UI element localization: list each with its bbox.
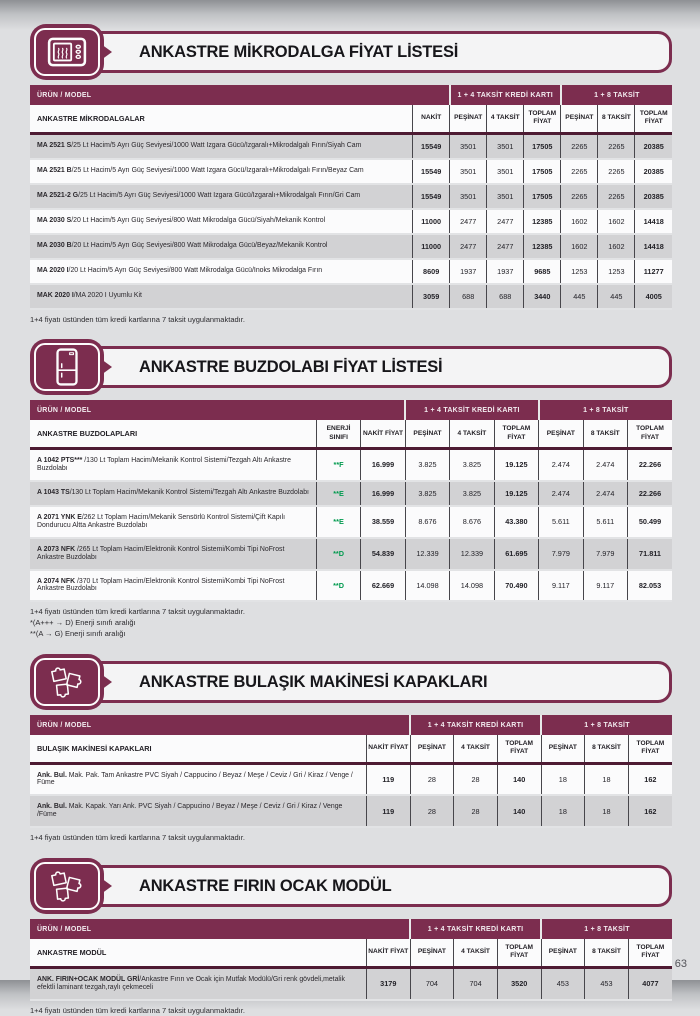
column-group-1-4-taksit: 1 + 4 TAKSİT KREDİ KARTI	[410, 715, 541, 735]
price-cell: 12385	[524, 209, 561, 234]
price-cell: 9.117	[583, 570, 627, 602]
column-header-cash: NAKİT FİYAT	[366, 735, 410, 763]
product-description: ANK. FIRIN+OCAK MODÜL GRİ/Ankastre Fırın ve Ocak için Mutfak Modülü/Gri renk gövdeli,metalik efektli laminant tezgah,raylı çekmeceli	[30, 967, 366, 999]
price-cell: 1602	[598, 209, 635, 234]
price-cell: 71.811	[628, 538, 672, 570]
column-header-cash: NAKİT FİYAT	[361, 420, 405, 448]
energy-class: **E	[316, 506, 360, 538]
section-title: ANKASTRE FIRIN OCAK MODÜL	[139, 876, 392, 896]
price-cell: 3.825	[450, 481, 494, 506]
price-cell: 15549	[413, 184, 450, 209]
section-title: ANKASTRE BUZDOLABI FİYAT LİSTESİ	[139, 357, 442, 377]
column-header-cash: NAKİT	[413, 105, 450, 133]
price-cell: 2265	[598, 133, 635, 159]
column-header: 8 TAKSİT	[583, 420, 627, 448]
price-cell: 3440	[524, 284, 561, 309]
price-cell: 20385	[635, 133, 672, 159]
price-cell: 2265	[561, 184, 598, 209]
price-cell: 3501	[487, 184, 524, 209]
price-cell: 140	[497, 763, 541, 795]
price-cell: 20385	[635, 184, 672, 209]
price-cell: 2.474	[583, 448, 627, 480]
section-banner	[30, 339, 672, 395]
price-cell: 16.999	[361, 481, 405, 506]
product-row	[30, 284, 672, 309]
product-row	[30, 184, 672, 209]
column-group-1-8-taksit: 1 + 8 TAKSİT	[541, 715, 672, 735]
footnote: 1+4 fiyatı üstünden tüm kredi kartlarına 7 taksit uygulanmaktadır.	[30, 833, 672, 844]
price-cell: 9685	[524, 259, 561, 284]
column-header: TOPLAM FİYAT	[635, 105, 672, 133]
column-header: TOPLAM FİYAT	[524, 105, 561, 133]
section-title: ANKASTRE BULAŞIK MAKİNESİ KAPAKLARI	[139, 672, 487, 692]
price-cell: 704	[454, 967, 498, 999]
price-cell: 28	[454, 763, 498, 795]
price-cell: 8.676	[405, 506, 449, 538]
column-header: TOPLAM FİYAT	[497, 939, 541, 967]
bulasik-kapaklari-price-table	[30, 715, 672, 828]
price-cell: 2265	[561, 159, 598, 184]
price-cell: 7.979	[583, 538, 627, 570]
section-footnotes	[30, 315, 672, 326]
price-cell: 1253	[561, 259, 598, 284]
price-cell: 162	[628, 763, 672, 795]
price-cell: 3179	[366, 967, 410, 999]
column-header: TOPLAM FİYAT	[628, 735, 672, 763]
price-cell: 453	[541, 967, 585, 999]
category-label: BULAŞIK MAKİNESİ KAPAKLARI	[30, 735, 366, 763]
section-buzdolabi	[30, 339, 672, 640]
footnote: 1+4 fiyatı üstünden tüm kredi kartlarına 7 taksit uygulanmaktadır.	[30, 607, 672, 618]
product-row	[30, 506, 672, 538]
price-cell: 5.611	[583, 506, 627, 538]
price-cell: 453	[585, 967, 629, 999]
price-cell: 14.098	[450, 570, 494, 602]
footnote: 1+4 fiyatı üstünden tüm kredi kartlarına 7 taksit uygulanmaktadır.	[30, 315, 672, 326]
price-cell: 28	[410, 763, 454, 795]
puzzle-pieces-icon	[30, 858, 104, 914]
footnote: *(A+++ → D) Enerji sınıfı aralığı	[30, 618, 672, 629]
price-cell: 43.380	[494, 506, 538, 538]
footnote: **(A → G) Enerji sınıfı aralığı	[30, 629, 672, 640]
puzzle-pieces-icon	[30, 654, 104, 710]
column-header-energy: ENERJİ SINIFI	[316, 420, 360, 448]
price-cell: 3520	[497, 967, 541, 999]
price-cell: 2477	[487, 234, 524, 259]
price-cell: 28	[454, 795, 498, 827]
product-row	[30, 159, 672, 184]
price-cell: 15549	[413, 133, 450, 159]
price-cell: 1937	[487, 259, 524, 284]
column-header: 4 TAKSİT	[454, 735, 498, 763]
price-cell: 38.559	[361, 506, 405, 538]
product-description: MA 2030 B/20 Lt Hacim/5 Ayrı Güç Seviyesi/800 Watt Mikrodalga Gücü/Beyaz/Mekanik Kontrol	[30, 234, 413, 259]
column-group-1-4-taksit: 1 + 4 TAKSİT KREDİ KARTI	[450, 85, 561, 105]
price-cell: 19.125	[494, 448, 538, 480]
section-firin-ocak-modul	[30, 858, 672, 1016]
product-row	[30, 570, 672, 602]
price-cell: 704	[410, 967, 454, 999]
price-cell: 3.825	[405, 448, 449, 480]
price-cell: 119	[366, 763, 410, 795]
column-header: PEŞİNAT	[410, 939, 454, 967]
column-header: PEŞİNAT	[541, 939, 585, 967]
price-cell: 3.825	[405, 481, 449, 506]
price-cell: 2.474	[539, 448, 583, 480]
product-description: A 2071 YNK E/262 Lt Toplam Hacim/Mekanik Sensörlü Kontrol Sistemi/Çift Kapılı Dondurucu Altta Ankastre Buzdolabı	[30, 506, 316, 538]
product-row	[30, 763, 672, 795]
price-cell: 12.339	[405, 538, 449, 570]
refrigerator-icon	[30, 339, 104, 395]
energy-class: **D	[316, 538, 360, 570]
column-group-1-8-taksit: 1 + 8 TAKSİT	[541, 919, 672, 939]
price-cell: 11277	[635, 259, 672, 284]
firin-ocak-price-table	[30, 919, 672, 1000]
price-cell: 14.098	[405, 570, 449, 602]
price-cell: 2477	[450, 209, 487, 234]
column-header: 8 TAKSİT	[598, 105, 635, 133]
column-header: PEŞİNAT	[405, 420, 449, 448]
price-cell: 3501	[450, 159, 487, 184]
section-footnotes	[30, 1006, 672, 1016]
price-cell: 12385	[524, 234, 561, 259]
price-cell: 62.669	[361, 570, 405, 602]
energy-class: **E	[316, 481, 360, 506]
section-banner	[30, 654, 672, 710]
column-group-urun-model: ÜRÜN / MODEL	[30, 715, 410, 735]
microwave-icon	[30, 24, 104, 80]
price-cell: 11000	[413, 234, 450, 259]
price-cell: 1602	[561, 209, 598, 234]
price-cell: 119	[366, 795, 410, 827]
product-row	[30, 967, 672, 999]
price-cell: 82.053	[628, 570, 672, 602]
price-cell: 688	[450, 284, 487, 309]
energy-class: **F	[316, 448, 360, 480]
column-header: 8 TAKSİT	[585, 735, 629, 763]
price-cell: 3501	[487, 159, 524, 184]
price-cell: 12.339	[450, 538, 494, 570]
price-cell: 70.490	[494, 570, 538, 602]
price-cell: 9.117	[539, 570, 583, 602]
buzdolabi-price-table	[30, 400, 672, 602]
product-row	[30, 481, 672, 506]
price-cell: 2265	[598, 159, 635, 184]
column-header: 8 TAKSİT	[585, 939, 629, 967]
column-group-urun-model: ÜRÜN / MODEL	[30, 85, 450, 105]
price-cell: 3059	[413, 284, 450, 309]
price-cell: 50.499	[628, 506, 672, 538]
footnote: 1+4 fiyatı üstünden tüm kredi kartlarına 7 taksit uygulanmaktadır.	[30, 1006, 672, 1016]
price-cell: 3501	[450, 184, 487, 209]
product-row	[30, 209, 672, 234]
price-cell: 18	[585, 763, 629, 795]
column-header: PEŞİNAT	[541, 735, 585, 763]
column-header: PEŞİNAT	[539, 420, 583, 448]
column-group-1-4-taksit: 1 + 4 TAKSİT KREDİ KARTI	[405, 400, 538, 420]
product-description: MA 2020 I/20 Lt Hacim/5 Ayrı Güç Seviyesi/800 Watt Mikrodalga Gücü/Inoks Mikrodalga Fırın	[30, 259, 413, 284]
energy-class: **D	[316, 570, 360, 602]
price-cell: 17505	[524, 159, 561, 184]
price-cell: 22.266	[628, 448, 672, 480]
price-cell: 445	[561, 284, 598, 309]
banner-pill	[66, 865, 672, 907]
category-label: ANKASTRE BUZDOLAPLARI	[30, 420, 316, 448]
product-row	[30, 133, 672, 159]
column-group-1-8-taksit: 1 + 8 TAKSİT	[561, 85, 672, 105]
column-header: TOPLAM FİYAT	[497, 735, 541, 763]
mikrodalga-price-table	[30, 85, 672, 310]
price-cell: 2.474	[539, 481, 583, 506]
price-cell: 18	[585, 795, 629, 827]
price-cell: 445	[598, 284, 635, 309]
column-header: PEŞİNAT	[450, 105, 487, 133]
column-header: PEŞİNAT	[410, 735, 454, 763]
price-cell: 28	[410, 795, 454, 827]
banner-pill	[66, 346, 672, 388]
price-cell: 16.999	[361, 448, 405, 480]
price-cell: 22.266	[628, 481, 672, 506]
column-header: TOPLAM FİYAT	[628, 939, 672, 967]
column-header: PEŞİNAT	[561, 105, 598, 133]
section-footnotes	[30, 607, 672, 640]
product-description: Ank. Bul. Mak. Kapak. Yarı Ank. PVC Siyah / Cappucino / Beyaz / Meşe / Ceviz / Gri / Kiraz / Venge /Füme	[30, 795, 366, 827]
banner-pill	[66, 31, 672, 73]
price-cell: 3501	[487, 133, 524, 159]
product-row	[30, 448, 672, 480]
category-label: ANKASTRE MODÜL	[30, 939, 366, 967]
price-cell: 1602	[598, 234, 635, 259]
price-cell: 3501	[450, 133, 487, 159]
price-cell: 61.695	[494, 538, 538, 570]
section-banner	[30, 24, 672, 80]
column-header: 4 TAKSİT	[450, 420, 494, 448]
product-description: MA 2521-2 G/25 Lt Hacim/5 Ayrı Güç Seviyesi/1000 Watt Izgara Gücü/Izgaralı+Mikrodalgalı Fırın/Gri Cam	[30, 184, 413, 209]
price-cell: 7.979	[539, 538, 583, 570]
product-description: MAK 2020 I/MA 2020 I Uyumlu Kit	[30, 284, 413, 309]
price-cell: 2265	[561, 133, 598, 159]
column-group-1-4-taksit: 1 + 4 TAKSİT KREDİ KARTI	[410, 919, 541, 939]
price-cell: 3.825	[450, 448, 494, 480]
product-description: Ank. Bul. Mak. Pak. Tam Ankastre PVC Siyah / Cappucino / Beyaz / Meşe / Ceviz / Gri / Kiraz / Venge / Füme	[30, 763, 366, 795]
price-cell: 18	[541, 763, 585, 795]
section-bulasik-kapaklari	[30, 654, 672, 844]
price-cell: 11000	[413, 209, 450, 234]
column-header: 4 TAKSİT	[487, 105, 524, 133]
section-title: ANKASTRE MİKRODALGA FİYAT LİSTESİ	[139, 42, 458, 62]
page-number: 63	[675, 958, 687, 970]
price-cell: 2265	[598, 184, 635, 209]
price-cell: 17505	[524, 133, 561, 159]
price-cell: 2.474	[583, 481, 627, 506]
category-label: ANKASTRE MİKRODALGALAR	[30, 105, 413, 133]
price-cell: 8.676	[450, 506, 494, 538]
column-group-urun-model: ÜRÜN / MODEL	[30, 919, 410, 939]
price-cell: 14418	[635, 209, 672, 234]
column-header: TOPLAM FİYAT	[628, 420, 672, 448]
price-cell: 15549	[413, 159, 450, 184]
price-cell: 140	[497, 795, 541, 827]
price-cell: 4077	[628, 967, 672, 999]
price-cell: 2477	[450, 234, 487, 259]
price-cell: 14418	[635, 234, 672, 259]
product-description: MA 2030 S/20 Lt Hacim/5 Ayrı Güç Seviyesi/800 Watt Mikrodalga Gücü/Siyah/Mekanik Kontrol	[30, 209, 413, 234]
column-group-1-8-taksit: 1 + 8 TAKSİT	[539, 400, 672, 420]
product-description: A 2074 NFK /370 Lt Toplam Hacim/Elektronik Kontrol Sistemi/Kombi Tipi NoFrost Ankastre Buzdolabı	[30, 570, 316, 602]
product-description: MA 2521 S/25 Lt Hacim/5 Ayrı Güç Seviyesi/1000 Watt Izgara Gücü/Izgaralı+Mikrodalgalı Fırın/Siyah Cam	[30, 133, 413, 159]
product-row	[30, 538, 672, 570]
product-description: A 2073 NFK /265 Lt Toplam Hacim/Elektronik Kontrol Sistemi/Kombi Tipi NoFrost Ankastre Buzdolabı	[30, 538, 316, 570]
price-cell: 5.611	[539, 506, 583, 538]
price-cell: 19.125	[494, 481, 538, 506]
column-header: 4 TAKSİT	[454, 939, 498, 967]
section-footnotes	[30, 833, 672, 844]
product-description: A 1042 PTS*** /130 Lt Toplam Hacim/Mekanik Kontrol Sistemi/Tezgah Altı Ankastre Buzdolabı	[30, 448, 316, 480]
product-row	[30, 234, 672, 259]
price-cell: 2477	[487, 209, 524, 234]
price-cell: 54.839	[361, 538, 405, 570]
column-group-urun-model: ÜRÜN / MODEL	[30, 400, 405, 420]
price-cell: 20385	[635, 159, 672, 184]
price-cell: 162	[628, 795, 672, 827]
price-cell: 1602	[561, 234, 598, 259]
column-header: TOPLAM FİYAT	[494, 420, 538, 448]
price-cell: 688	[487, 284, 524, 309]
column-header-cash: NAKİT FİYAT	[366, 939, 410, 967]
price-cell: 8609	[413, 259, 450, 284]
product-row	[30, 259, 672, 284]
price-cell: 18	[541, 795, 585, 827]
price-cell: 1253	[598, 259, 635, 284]
product-description: A 1043 TS/130 Lt Toplam Hacim/Mekanik Kontrol Sistemi/Tezgah Altı Ankastre Buzdolabı	[30, 481, 316, 506]
price-cell: 17505	[524, 184, 561, 209]
price-cell: 4005	[635, 284, 672, 309]
price-cell: 1937	[450, 259, 487, 284]
product-row	[30, 795, 672, 827]
banner-pill	[66, 661, 672, 703]
section-banner	[30, 858, 672, 914]
section-mikrodalga	[30, 24, 672, 325]
product-description: MA 2521 B/25 Lt Hacim/5 Ayrı Güç Seviyesi/1000 Watt Izgara Gücü/Izgaralı+Mikrodalgalı Fırın/Beyaz Cam	[30, 159, 413, 184]
